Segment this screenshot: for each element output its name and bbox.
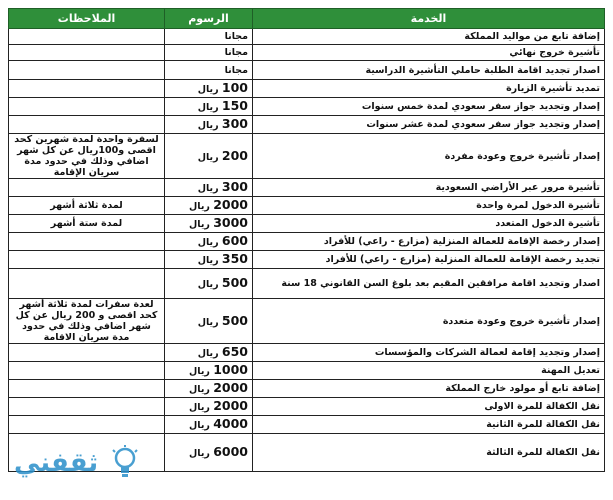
lightbulb-icon (110, 444, 140, 484)
table-row (9, 380, 605, 398)
fee-unit: ريال (197, 237, 219, 248)
table-row (9, 45, 605, 61)
fee-unit: ريال (197, 151, 219, 163)
service-cell: إصدار وتجديد جواز سفر سعودي لمدة عشر سنوات (253, 116, 605, 134)
fee-unit: ريال (197, 120, 219, 131)
table-row (9, 98, 605, 116)
fee-unit: ريال (197, 255, 219, 266)
service-cell: إصدار رخصة الإقامة للعمالة المنزلية (مزارع - راعي) للأفراد (253, 233, 605, 251)
table-row (9, 233, 605, 251)
fee-amount: 650 (221, 344, 248, 359)
site-watermark (14, 444, 144, 490)
fee-amount: 2000 (213, 380, 248, 395)
table-row (9, 29, 605, 45)
table-row (9, 269, 605, 299)
service-cell: اصدار وتجديد اقامة مرافقين المقيم بعد بلوغ السن القانوني 18 سنة (253, 269, 605, 299)
service-cell: تجديد رخصة الإقامة للعمالة المنزلية (مزارع - راعي) للأفراد (253, 251, 605, 269)
service-cell: تعديل المهنة (253, 362, 605, 380)
service-cell: نقل الكفالة للمرة الثالثة (253, 434, 605, 472)
note-cell: لمدة ثلاثة أشهر (9, 197, 165, 215)
fee-cell (165, 215, 253, 233)
fee-cell (165, 344, 253, 362)
note-cell (9, 45, 165, 61)
fee-cell (165, 380, 253, 398)
service-cell: تأشيرة الدخول لمرة واحدة (253, 197, 605, 215)
fee-unit: ريال (197, 348, 219, 359)
note-cell (9, 116, 165, 134)
fee-cell (165, 179, 253, 197)
fee-cell (165, 398, 253, 416)
note-cell (9, 233, 165, 251)
note-cell (9, 179, 165, 197)
fee-cell (165, 197, 253, 215)
fee-cell (165, 434, 253, 472)
fee-cell (165, 134, 253, 179)
fee-cell: مجانا (165, 29, 253, 45)
fee-amount: 600 (221, 233, 248, 248)
fee-cell (165, 80, 253, 98)
fee-cell (165, 98, 253, 116)
fee-cell: مجانا (165, 61, 253, 80)
service-cell: إصدار تأشيرة خروج وعودة متعددة (253, 299, 605, 344)
note-cell: لمدة ستة أشهر (9, 215, 165, 233)
fee-unit: ريال (189, 201, 210, 212)
watermark-text: ثقفني (14, 448, 99, 478)
fees-table (8, 8, 605, 472)
service-cell: تأشيرة الدخول المتعدد (253, 215, 605, 233)
fee-amount: 500 (221, 312, 248, 328)
service-cell: تمديد تأشيرة الزيارة (253, 80, 605, 98)
header-service: الخدمة (253, 9, 605, 29)
fee-amount: 3000 (213, 215, 248, 230)
fee-unit: ريال (197, 84, 219, 95)
note-cell (9, 80, 165, 98)
table-row (9, 197, 605, 215)
service-cell: إضافة تابع أو مولود خارج المملكة (253, 380, 605, 398)
note-cell (9, 251, 165, 269)
fee-amount: 300 (221, 179, 248, 194)
note-cell: لسفرة واحدة لمدة شهرين كحد اقصى و100ريال عن كل شهر اضافي وذلك في حدود مدة سريان الإقامة (9, 134, 165, 179)
table-row (9, 251, 605, 269)
fee-amount: 1000 (213, 362, 248, 377)
note-cell (9, 398, 165, 416)
table-row (9, 80, 605, 98)
fee-cell (165, 416, 253, 434)
service-cell: نقل الكفالة للمرة الثانية (253, 416, 605, 434)
fee-cell (165, 362, 253, 380)
fee-amount: 2000 (213, 398, 248, 413)
header-fees: الرسوم (165, 9, 253, 29)
table-row (9, 299, 605, 344)
fee-amount: 6000 (213, 444, 248, 459)
fee-unit: ريال (189, 402, 210, 413)
service-cell: إصدار وتجديد إقامة لعمالة الشركات والمؤسسات (253, 344, 605, 362)
table-row (9, 416, 605, 434)
note-cell (9, 61, 165, 80)
fee-amount: 150 (221, 98, 248, 113)
fee-unit: ريال (197, 316, 219, 328)
note-cell (9, 362, 165, 380)
table-header-row (9, 9, 605, 29)
service-cell: تأشيرة مرور عبر الأراضي السعودية (253, 179, 605, 197)
table-body (9, 29, 605, 472)
note-cell (9, 416, 165, 434)
service-cell: نقل الكفالة للمرة الاولى (253, 398, 605, 416)
fee-cell (165, 233, 253, 251)
service-cell: تأشيرة خروج نهائي (253, 45, 605, 61)
fee-unit: ريال (189, 420, 210, 431)
table-row (9, 215, 605, 233)
service-cell: إصدار وتجديد جواز سفر سعودي لمدة خمس سنوات (253, 98, 605, 116)
fee-unit: ريال (189, 366, 210, 377)
fee-amount: 2000 (213, 197, 248, 212)
note-cell (9, 269, 165, 299)
table-row (9, 179, 605, 197)
fee-amount: 300 (221, 116, 248, 131)
table-row (9, 134, 605, 179)
table-row (9, 116, 605, 134)
fee-unit: ريال (189, 448, 210, 459)
table-row (9, 362, 605, 380)
note-cell (9, 380, 165, 398)
fee-amount: 4000 (213, 416, 248, 431)
fee-unit: ريال (197, 279, 219, 290)
fee-amount: 100 (221, 80, 248, 95)
fee-unit: ريال (197, 183, 219, 194)
fee-unit: ريال (189, 219, 210, 230)
service-cell: اصدار تجديد اقامة الطلبة حاملي التأشيرة الدراسية (253, 61, 605, 80)
service-cell: إصدار تأشيرة خروج وعودة مفردة (253, 134, 605, 179)
fee-cell: مجانا (165, 45, 253, 61)
fee-unit: ريال (197, 102, 219, 113)
fee-cell (165, 269, 253, 299)
note-cell: لعدة سفرات لمدة ثلاثة أشهر كحد اقصى و 200 ريال عن كل شهر اضافي وذلك في حدود مدة سريان الاقامة (9, 299, 165, 344)
table-row (9, 61, 605, 80)
note-cell (9, 29, 165, 45)
fee-cell (165, 299, 253, 344)
fee-amount: 500 (221, 275, 248, 290)
fee-unit: ريال (189, 384, 210, 395)
table-row (9, 344, 605, 362)
fee-cell (165, 251, 253, 269)
header-notes: الملاحظات (9, 9, 165, 29)
fee-cell (165, 116, 253, 134)
table-row (9, 398, 605, 416)
fee-amount: 350 (221, 251, 248, 266)
note-cell (9, 344, 165, 362)
service-cell: إضافة تابع من مواليد المملكة (253, 29, 605, 45)
note-cell (9, 98, 165, 116)
fee-amount: 200 (221, 147, 248, 163)
